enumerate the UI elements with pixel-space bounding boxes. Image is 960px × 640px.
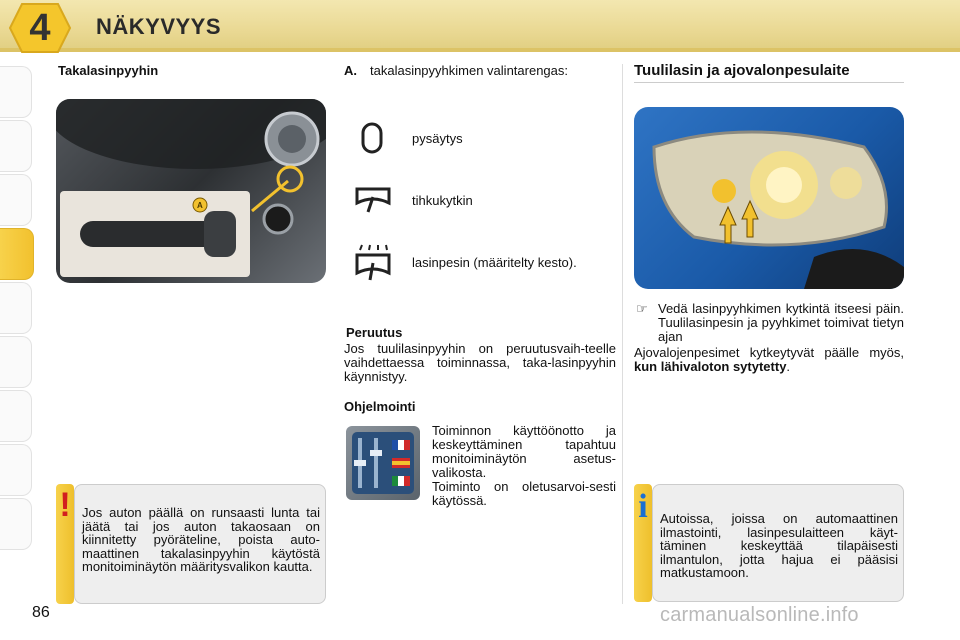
chapter-number: 4 — [29, 6, 51, 49]
ring-label: A. — [344, 63, 357, 78]
info-icon: i — [638, 488, 648, 525]
chapter-tab[interactable] — [0, 390, 32, 442]
header-rule — [0, 48, 960, 52]
reverse-text: Jos tuulilasinpyyhin on peruutusvaih-teelle vaihdettaessa toiminnassa, taka-lasinpyyhin käynnistyy. — [344, 341, 616, 384]
warning-text: Jos auton päällä on runsaasti lunta tai jäätä tai jos auton takaosaan on kiinnitetty pyöräteline, poista auto-maattinen takalasinpyyhin käytöstä monitoiminäytön määritysvalikon kautta. — [82, 505, 320, 574]
washer-icon — [354, 243, 392, 283]
headlamp-text-prefix: Ajovalojenpesimet kytkeytyvät päälle myös, — [634, 345, 904, 360]
headlamp-illustration — [634, 107, 904, 289]
programming-text-1: Toiminnon käyttöönotto ja keskeyttäminen tapahtuu monitoiminäytön asetus-valikosta. — [432, 423, 616, 480]
chapter-tab[interactable] — [0, 444, 32, 496]
title-underline — [634, 82, 904, 83]
photo-badge-a: A — [197, 201, 203, 210]
programming-text-2: Toiminto on oletusarvoi-sesti käytössä. — [432, 479, 616, 508]
intermittent-wiper-icon — [354, 185, 392, 215]
option-intermittent-label: tihkukytkin — [412, 193, 473, 208]
warning-exclamation-icon: ! — [59, 486, 71, 524]
steering-wheel-photo — [56, 99, 326, 283]
chapter-title: NÄKYVYYS — [96, 14, 222, 39]
stop-icon — [360, 122, 384, 154]
option-washer-label: lasinpesin (määritelty kesto). — [412, 255, 577, 270]
chapter-tab[interactable] — [0, 282, 32, 334]
display-settings-icon — [346, 426, 420, 500]
page-number: 86 — [32, 604, 50, 621]
chapter-tab[interactable] — [0, 174, 32, 226]
chapter-tab[interactable] — [0, 336, 32, 388]
info-text: Autoissa, joissa on automaattinen ilmastointi, lasinpesulaitteen käyt-täminen keskeyttää tilapäisesti ilmantulon, jotta hajua ei pääsisi matkustamoon. — [660, 511, 898, 580]
headlamp-text-bold: kun lähivaloton sytytetty — [634, 359, 787, 374]
reverse-title: Peruutus — [346, 325, 403, 340]
dashboard-illustration — [56, 99, 326, 283]
ring-description: takalasinpyyhkimen valintarengas: — [370, 63, 568, 78]
bullet-marker: ☞ — [636, 301, 648, 316]
section-title-washers: Tuulilasin ja ajovalonpesulaite — [634, 62, 850, 79]
chapter-tabs — [0, 66, 34, 576]
column-divider — [622, 64, 623, 604]
multifunction-display-image — [346, 426, 420, 500]
chapter-tab[interactable] — [0, 66, 32, 118]
programming-title: Ohjelmointi — [344, 399, 416, 414]
headlamp-washer-text — [634, 346, 904, 374]
chapter-tab[interactable] — [0, 120, 32, 172]
section-title-rear-wiper: Takalasinpyyhin — [58, 63, 159, 78]
option-stop-label: pysäytys — [412, 131, 463, 146]
watermark: carmanualsonline.info — [660, 604, 859, 626]
headlamp-photo — [634, 107, 904, 289]
bullet-text: Vedä lasinpyyhkimen kytkintä itseesi päin. Tuulilasinpesin ja pyyhkimet toimivat tietyn ajan — [658, 301, 904, 344]
chapter-tab-active[interactable] — [0, 228, 34, 280]
headlamp-text-suffix: . — [786, 359, 791, 374]
chapter-tab[interactable] — [0, 498, 32, 550]
